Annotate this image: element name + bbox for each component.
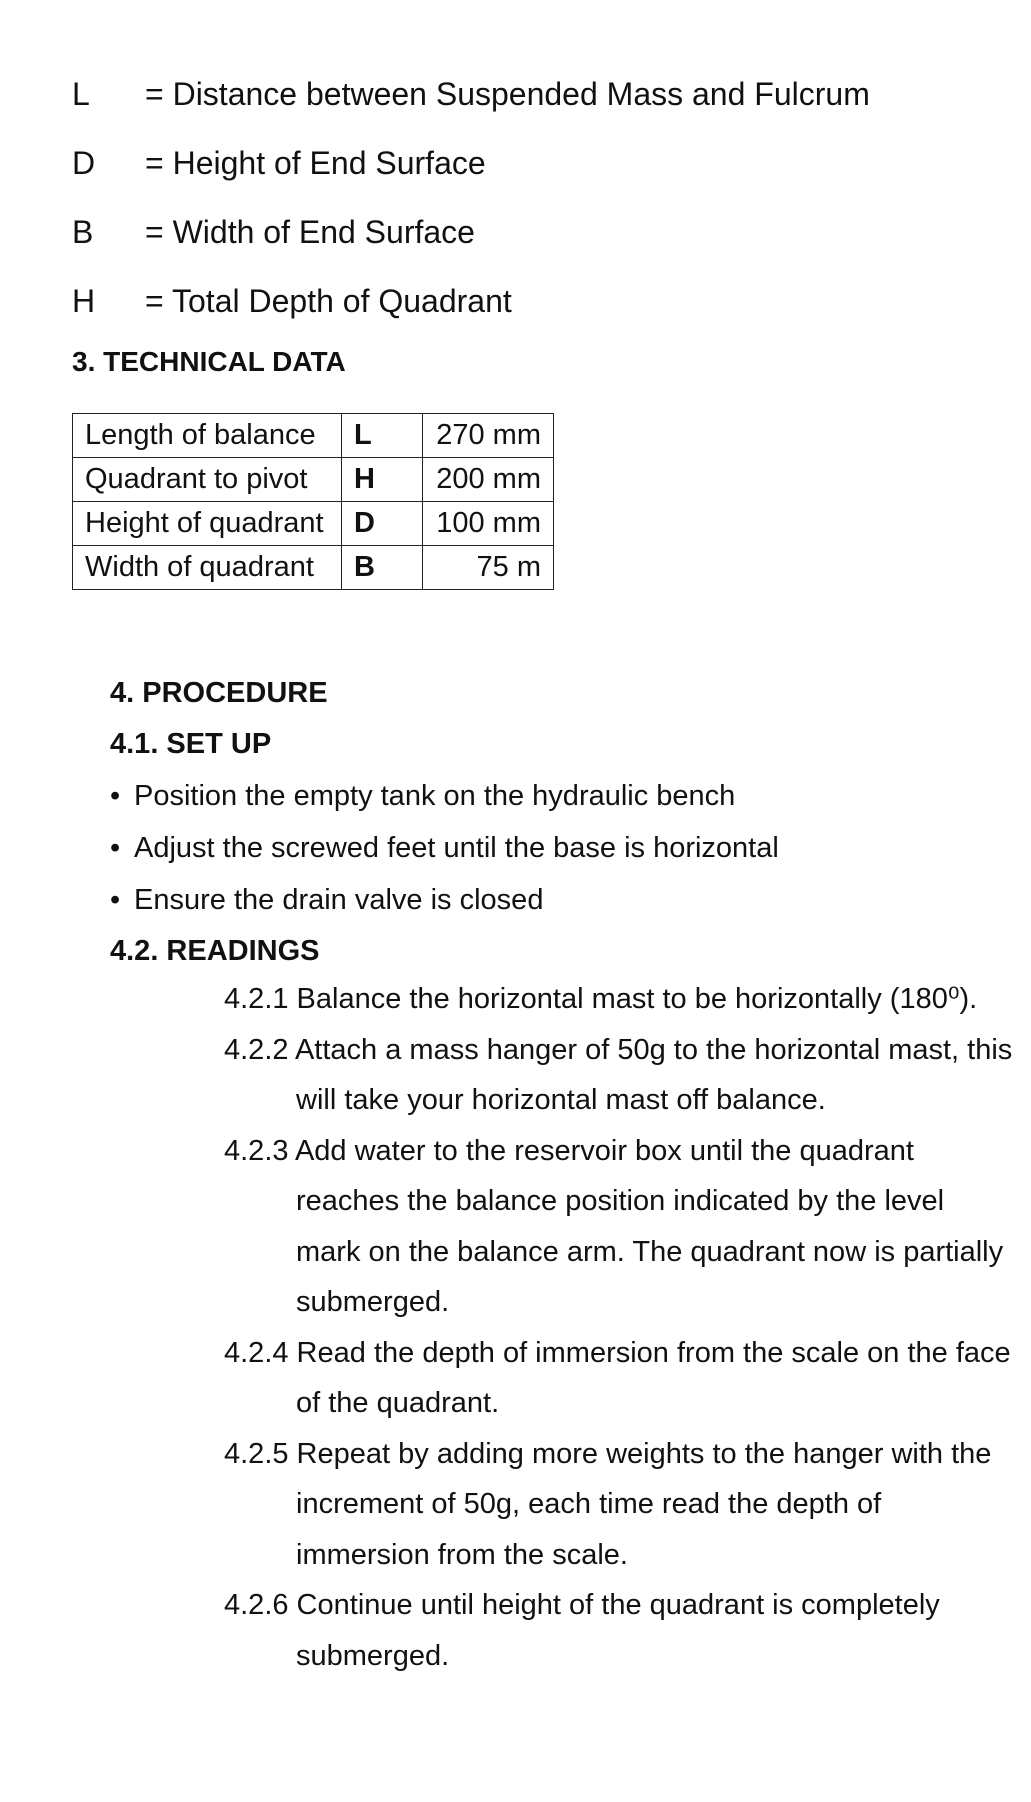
definition-row xyxy=(72,198,870,267)
table-cell-label: Quadrant to pivot xyxy=(73,458,342,502)
technical-data-heading: 3. TECHNICAL DATA xyxy=(72,346,346,377)
table-cell-symbol: H xyxy=(342,458,423,502)
setup-item xyxy=(110,770,1010,822)
bullet-icon: • xyxy=(110,780,121,812)
readings-list xyxy=(224,974,1014,1681)
table-row xyxy=(73,458,554,502)
reading-step: 4.2.2 Attach a mass hanger of 50g to the horizontal mast, this will take your horizontal mast off balance. xyxy=(224,1033,1013,1116)
table-cell-symbol: D xyxy=(342,502,423,546)
reading-step: 4.2.5 Repeat by adding more weights to the hanger with the increment of 50g, each time read the depth of immersion from the scale. xyxy=(224,1437,992,1571)
table-cell-label: Width of quadrant xyxy=(73,546,342,590)
definition-row xyxy=(72,267,870,336)
technical-data-table xyxy=(72,413,554,590)
definition-text: = Total Depth of Quadrant xyxy=(145,283,512,319)
readings-heading: 4.2. READINGS xyxy=(110,935,320,967)
table-cell-value: 75 m xyxy=(423,546,554,590)
definition-symbol: H xyxy=(72,283,96,319)
table-row xyxy=(73,502,554,546)
table-cell-value: 200 mm xyxy=(423,458,554,502)
table-cell-value: 270 mm xyxy=(423,414,554,458)
definition-symbol: D xyxy=(72,145,96,181)
definition-symbol: L xyxy=(72,76,90,112)
definition-text: = Height of End Surface xyxy=(145,145,486,181)
table-cell-symbol: L xyxy=(342,414,423,458)
bullet-icon: • xyxy=(110,884,121,916)
table-cell-label: Height of quadrant xyxy=(73,502,342,546)
table-cell-label: Length of balance xyxy=(73,414,342,458)
table-cell-symbol: B xyxy=(342,546,423,590)
definitions-list xyxy=(72,60,870,336)
definition-text: = Distance between Suspended Mass and Fulcrum xyxy=(145,76,870,112)
definition-text: = Width of End Surface xyxy=(145,214,475,250)
setup-item-text: Adjust the screwed feet until the base is horizontal xyxy=(134,832,779,864)
setup-heading: 4.1. SET UP xyxy=(110,728,272,760)
setup-item-text: Position the empty tank on the hydraulic bench xyxy=(134,780,736,812)
setup-item xyxy=(110,822,1010,874)
definition-symbol: B xyxy=(72,214,94,250)
reading-step: 4.2.1 Balance the horizontal mast to be horizontally (180⁰). xyxy=(224,983,978,1015)
bullet-icon: • xyxy=(110,832,121,864)
reading-step: 4.2.6 Continue until height of the quadrant is completely submerged. xyxy=(224,1589,940,1672)
definition-row xyxy=(72,129,870,198)
table-cell-value: 100 mm xyxy=(423,502,554,546)
table-row xyxy=(73,414,554,458)
definition-row xyxy=(72,60,870,129)
reading-step: 4.2.3 Add water to the reservoir box until the quadrant reaches the balance position indicated by the level mark on the balance arm. The quadrant now is partially submerged. xyxy=(224,1134,1004,1318)
procedure-section xyxy=(110,668,1010,977)
setup-item-text: Ensure the drain valve is closed xyxy=(134,884,544,916)
procedure-heading: 4. PROCEDURE xyxy=(110,677,328,709)
table-row xyxy=(73,546,554,590)
reading-step: 4.2.4 Read the depth of immersion from the scale on the face of the quadrant. xyxy=(224,1336,1011,1419)
setup-item xyxy=(110,874,1010,926)
